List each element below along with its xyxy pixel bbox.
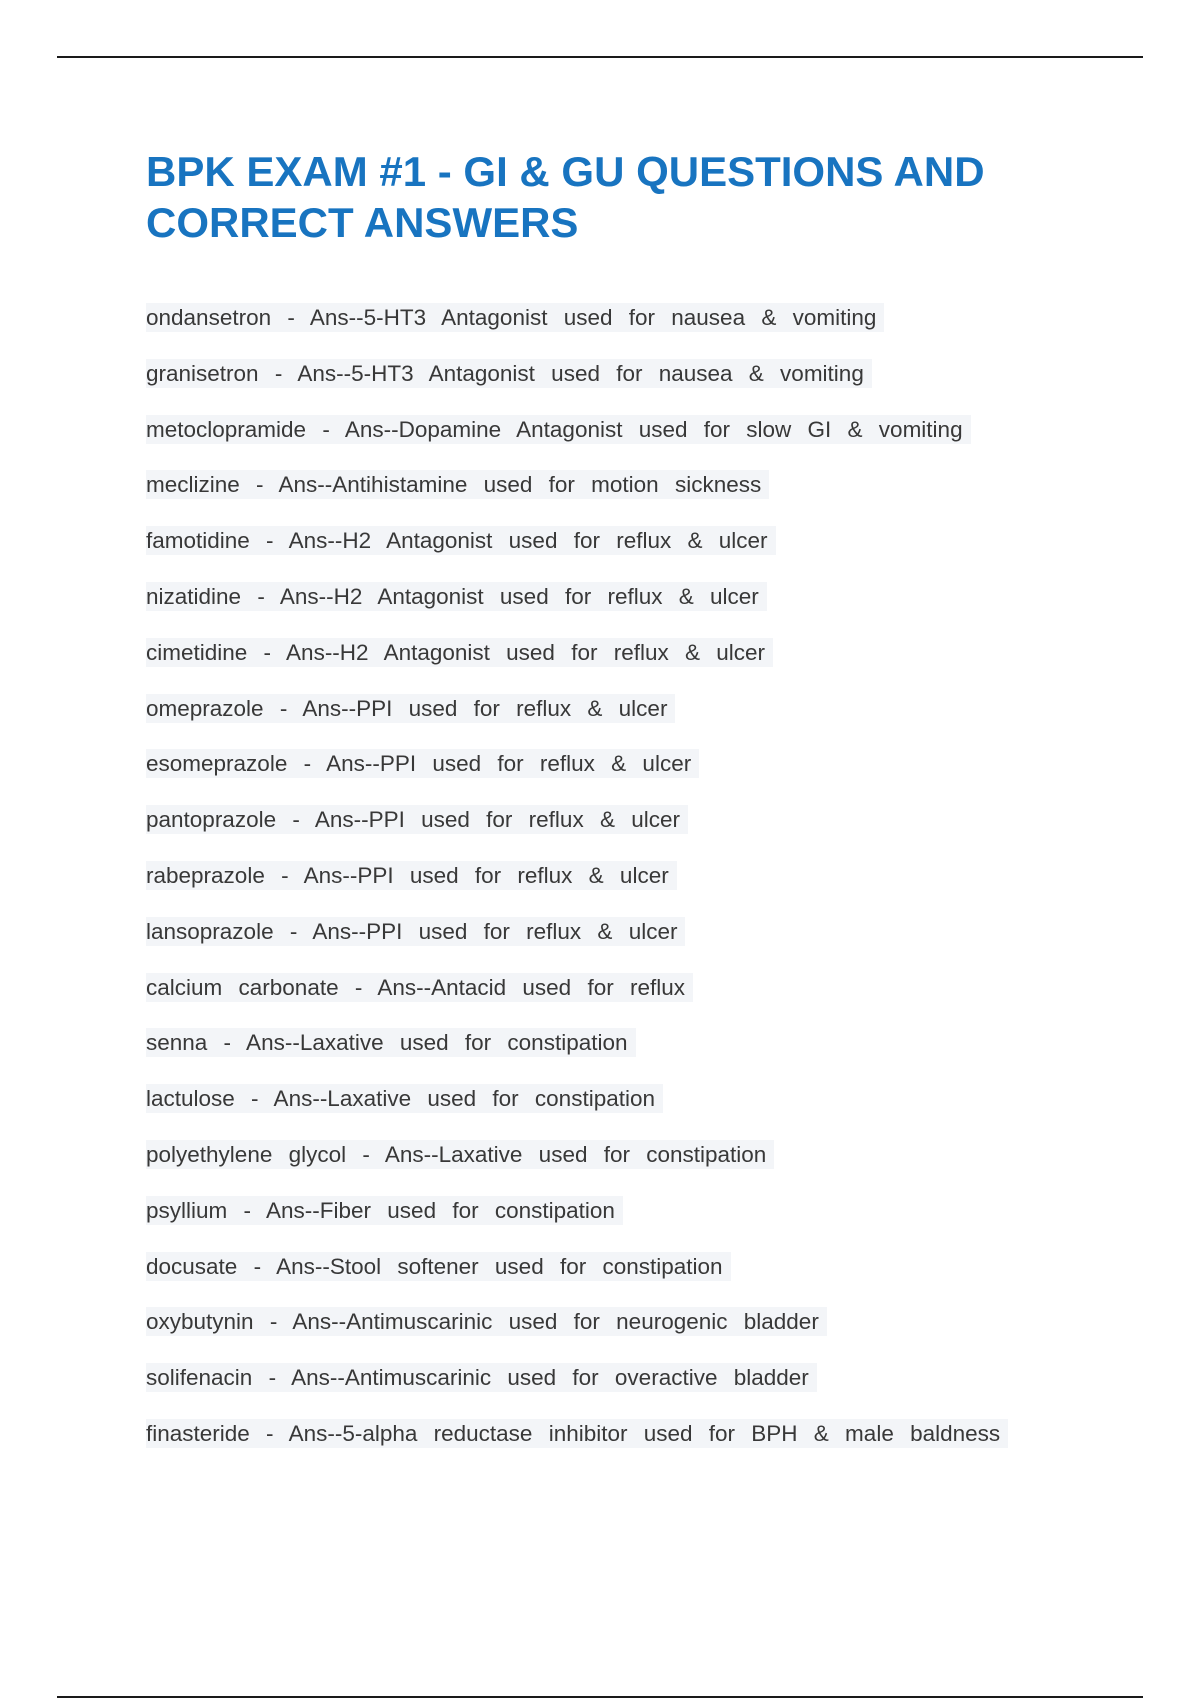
qa-text: lansoprazole - Ans--PPI used for reflux & ulcer [146,917,685,946]
list-item [146,970,1146,1026]
qa-text: granisetron - Ans--5-HT3 Antagonist used for nausea & vomiting [146,359,872,388]
list-item [146,1193,1146,1249]
footer-rule [57,1696,1143,1698]
qa-text: polyethylene glycol - Ans--Laxative used for constipation [146,1140,774,1169]
list-item [146,914,1146,970]
list-item [146,1025,1146,1081]
list-item [146,412,1146,468]
qa-text: pantoprazole - Ans--PPI used for reflux & ulcer [146,805,688,834]
qa-text: rabeprazole - Ans--PPI used for reflux & ulcer [146,861,677,890]
qa-text: esomeprazole - Ans--PPI used for reflux & ulcer [146,749,699,778]
list-item [146,1081,1146,1137]
list-item [146,858,1146,914]
list-item [146,1249,1146,1305]
list-item [146,356,1146,412]
qa-text: lactulose - Ans--Laxative used for constipation [146,1084,663,1113]
qa-text: famotidine - Ans--H2 Antagonist used for reflux & ulcer [146,526,776,555]
list-item [146,691,1146,747]
page-title: BPK EXAM #1 - GI & GU QUESTIONS AND CORRECT ANSWERS [146,148,985,246]
qa-text: psyllium - Ans--Fiber used for constipation [146,1196,623,1225]
qa-text: senna - Ans--Laxative used for constipation [146,1028,636,1057]
list-item [146,802,1146,858]
list-item [146,1137,1146,1193]
qa-text: oxybutynin - Ans--Antimuscarinic used for neurogenic bladder [146,1307,827,1336]
header-rule [57,56,1143,58]
qa-text: solifenacin - Ans--Antimuscarinic used for overactive bladder [146,1363,817,1392]
qa-text: calcium carbonate - Ans--Antacid used for reflux [146,973,693,1002]
list-item [146,1416,1146,1472]
qa-text: ondansetron - Ans--5-HT3 Antagonist used for nausea & vomiting [146,303,884,332]
list-item [146,579,1146,635]
qa-text: metoclopramide - Ans--Dopamine Antagonist used for slow GI & vomiting [146,415,971,444]
list-item [146,746,1146,802]
qa-text: finasteride - Ans--5-alpha reductase inhibitor used for BPH & male baldness [146,1419,1008,1448]
list-item [146,467,1146,523]
qa-text: meclizine - Ans--Antihistamine used for motion sickness [146,470,769,499]
qa-text: cimetidine - Ans--H2 Antagonist used for reflux & ulcer [146,638,773,667]
qa-text: docusate - Ans--Stool softener used for constipation [146,1252,731,1281]
list-item [146,300,1146,356]
qa-text: nizatidine - Ans--H2 Antagonist used for reflux & ulcer [146,582,767,611]
qa-text: omeprazole - Ans--PPI used for reflux & ulcer [146,694,675,723]
list-item [146,1304,1146,1360]
list-item [146,1360,1146,1416]
list-item [146,635,1146,691]
list-item [146,523,1146,579]
qa-list [146,300,1146,1472]
